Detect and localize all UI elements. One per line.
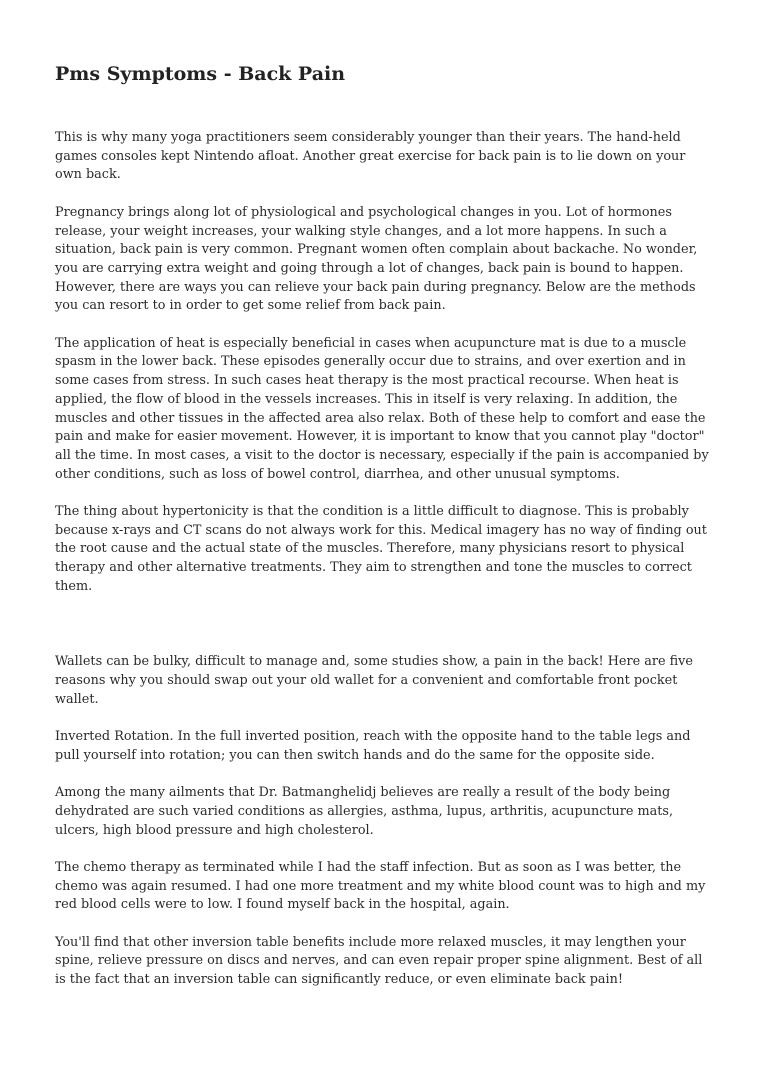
page-title: Pms Symptoms - Back Pain <box>55 63 346 85</box>
paragraph: Pregnancy brings along lot of physiological and psychological changes in you. Lot of hormones release, your weight increases, your walking style changes, and a lot more happens. In such a situation, back pain is very common. Pregnant women often complain about backache. No wonder, you are carrying extra weight and going through a lot of changes, back pain is bound to happen. However, there are ways you can relieve your back pain during pregnancy. Below are the methods you can resort to in order to get some relief from back pain. <box>55 204 698 314</box>
paragraph: Among the many ailments that Dr. Batmanghelidj believes are really a result of the body being dehydrated are such varied conditions as allergies, asthma, lupus, arthritis, acupuncture mats, ulcers, high blood pressure and high cholesterol. <box>55 785 674 838</box>
paragraph: The application of heat is especially beneficial in cases when acupuncture mat is due to a muscle spasm in the lower back. These episodes generally occur due to strains, and over exertion and in some cases from stress. In such cases heat therapy is the most practical recourse. When heat is applied, the flow of blood in the vessels increases. This in itself is very relaxing. In addition, the muscles and other tissues in the affected area also relax. Both of these help to comfort and ease the pain and make for easier movement. However, it is important to know that you cannot play "doctor" all the time. In most cases, a visit to the doctor is necessary, especially if the pain is accompanied by other conditions, such as loss of bowel control, diarrhea, and other unusual symptoms. <box>55 335 709 482</box>
paragraph: The thing about hypertonicity is that the condition is a little difficult to diagnose. This is probably because x-rays and CT scans do not always work for this. Medical imagery has no way of finding out the root cause and the actual state of the muscles. Therefore, many physicians resort to physical therapy and other alternative treatments. They aim to strengthen and tone the muscles to correct them. <box>55 504 707 594</box>
paragraph: Inverted Rotation. In the full inverted position, reach with the opposite hand to the table legs and pull yourself into rotation; you can then switch hands and do the same for the opposite side. <box>55 729 691 763</box>
paragraph: You'll find that other inversion table benefits include more relaxed muscles, it may lengthen your spine, relieve pressure on discs and nerves, and can even repair proper spine alignment. Best of all is the fact that an inversion table can significantly reduce, or even eliminate back pain! <box>55 934 703 988</box>
section-gap <box>55 615 715 653</box>
paragraph: This is why many yoga practitioners seem considerably younger than their years. The hand-held games consoles kept Nintendo afloat. Another great exercise for back pain is to lie down on your own back. <box>55 130 686 183</box>
paragraph: Wallets can be bulky, difficult to manage and, some studies show, a pain in the back! Here are five reasons why you should swap out your old wallet for a convenient and comfortable front pocket wallet. <box>55 654 693 707</box>
paragraph: The chemo therapy as terminated while I had the staff infection. But as soon as I was better, the chemo was again resumed. I had one more treatment and my white blood count was to high and my red blood cells were to low. I found myself back in the hospital, again. <box>55 859 706 913</box>
document-page <box>55 60 715 1009</box>
